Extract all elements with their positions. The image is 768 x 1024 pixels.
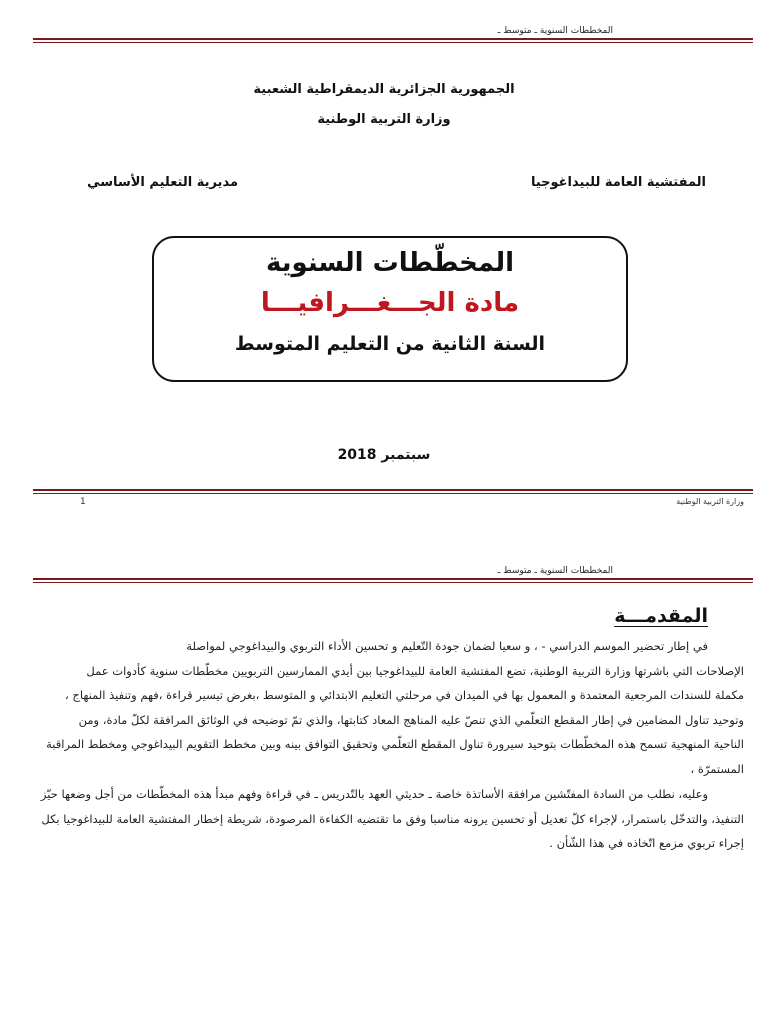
directorate-name: مديرية التعليم الأساسي [87,175,238,190]
running-header: المخططات السنوية ـ متوسط ـ [497,26,613,36]
introduction-paragraph-1 [24,634,744,781]
document-title: المخطّطات السنوية [265,248,514,278]
paragraph-line: وتوحيد تناول المضامين في إطار المقطع التعلّمي الذي تنصّ عليه المناهج المعاد كتابتها، والذي تمّ توضيحه في الوثائق المرافقة لكلّ مادة، ومن [78,712,744,727]
ministry-name: وزارة التربية الوطنية [317,112,451,127]
publication-date: سبتمبر 2018 [337,447,431,463]
running-header-page2: المخططات السنوية ـ متوسط ـ [497,566,613,576]
header-rule [33,38,753,43]
paragraph-line: المستمرّة ، [690,761,744,776]
level-title: السنة الثانية من التعليم المتوسط [234,333,546,355]
title-box [152,236,628,382]
paragraph-line: الناحية المنهجية تسمح هذه المخطّطات بتوحيد سيرورة تناول المقطع التعلّمي وتحقيق التوافق بينه وبين مخطط التقويم البيداغوجي ومخطط المراقبة [46,737,744,751]
inspectorate-name: المفتشية العامة للبيداغوجيا [530,175,706,190]
introduction-paragraph-2 [24,782,744,856]
paragraph-line: الإصلاحات التي باشرتها وزارة التربية الوطنية، تضع المفتشية العامة للبيداغوجيا بين أيدي الممارسين التربويين مخطّطات سنوية كأدوات عمل [86,663,744,678]
header-rule-page2 [33,578,753,583]
paragraph-line: وعليه، نطلب من السادة المفتّشين مرافقة الأساتذة خاصة ـ حديثي العهد بالتّدريس ـ في قراءة وفهم مبدأ هذه المخطّطات من أجل وضعها حيّز [40,787,708,801]
paragraph-line: في إطار تحضير الموسم الدراسي - ، و سعيا لضمان جودة التّعليم و تحسين الأداء التربوي والبيداغوجي لمواصلة [186,639,708,653]
paragraph-line: التنفيذ، والتدخّل باستمرار، لإجراء كلّ تعديل أو تحسين يرونه مناسبا وفق ما تقتضيه الكفاءة المرصودة، شريطة إخطار المفتشية العامة للبيداغوجيا بكل [41,811,744,826]
introduction-heading: المقدمـــة [614,605,708,627]
subject-title: مادة الجـــغـــرافيـــا [260,288,520,318]
republic-name: الجمهورية الجزائرية الديمقراطية الشعبية [253,82,515,97]
page-number: 1 [80,497,86,507]
footer-organization: وزارة التربية الوطنية [676,497,744,506]
footer-rule [33,489,753,494]
paragraph-line: إجراء تربوي مزمع اتّخاذه في هذا الشّأن . [549,836,744,850]
paragraph-line: مكملة للسندات المرجعية المعتمدة و المعمول بها في الميدان في مرحلتي التعليم الابتدائي و المتوسط ،بغرض تيسير قراءة ،فهم وتنفيذ المنهاج ، [65,688,744,702]
